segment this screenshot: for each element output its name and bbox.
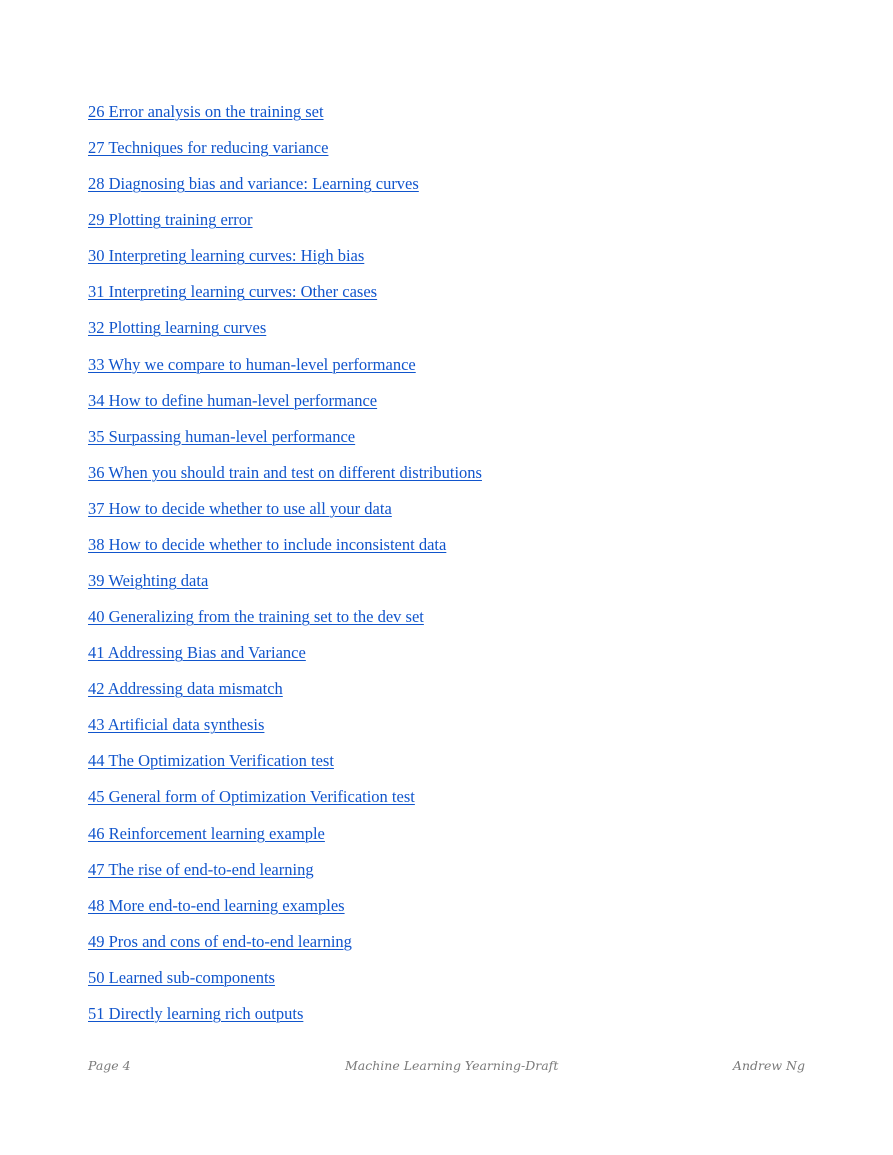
toc-entry xyxy=(88,534,482,570)
toc-entry xyxy=(88,209,482,245)
toc-link[interactable]: 36 When you should train and test on different distributions xyxy=(88,462,482,482)
toc-link[interactable]: 40 Generalizing from the training set to the dev set xyxy=(88,607,424,627)
toc-link[interactable]: 27 Techniques for reducing variance xyxy=(88,138,329,158)
page-footer xyxy=(88,1058,805,1078)
toc-entry xyxy=(88,173,482,209)
toc-link[interactable]: 34 How to define human-level performance xyxy=(88,390,378,410)
toc-link[interactable]: 29 Plotting training error xyxy=(88,210,253,230)
toc-link[interactable]: 32 Plotting learning curves xyxy=(88,318,267,338)
toc-link[interactable]: 39 Weighting data xyxy=(88,571,209,591)
toc-link[interactable]: 46 Reinforcement learning example xyxy=(88,823,325,843)
toc-entry xyxy=(88,498,482,534)
toc-link[interactable]: 43 Artificial data synthesis xyxy=(88,715,265,735)
toc-link[interactable]: 45 General form of Optimization Verification test xyxy=(88,787,415,807)
toc-link[interactable]: 42 Addressing data mismatch xyxy=(88,679,283,699)
toc-entry xyxy=(88,678,482,714)
table-of-contents xyxy=(88,101,482,1039)
toc-link[interactable]: 50 Learned sub-components xyxy=(88,967,275,987)
toc-entry xyxy=(88,642,482,678)
toc-entry xyxy=(88,354,482,390)
toc-entry xyxy=(88,606,482,642)
toc-link[interactable]: 33 Why we compare to human-level performance xyxy=(88,354,416,374)
toc-link[interactable]: 49 Pros and cons of end-to-end learning xyxy=(88,931,352,951)
toc-link[interactable]: 47 The rise of end-to-end learning xyxy=(88,859,314,879)
toc-entry xyxy=(88,101,482,137)
toc-link[interactable]: 31 Interpreting learning curves: Other cases xyxy=(88,282,378,302)
toc-entry xyxy=(88,462,482,498)
toc-entry xyxy=(88,245,482,281)
toc-entry xyxy=(88,317,482,353)
toc-link[interactable]: 30 Interpreting learning curves: High bias xyxy=(88,246,365,266)
toc-entry xyxy=(88,931,482,967)
toc-link[interactable]: 35 Surpassing human-level performance xyxy=(88,426,356,446)
toc-entry xyxy=(88,426,482,462)
toc-link[interactable]: 41 Addressing Bias and Variance xyxy=(88,643,306,663)
toc-entry xyxy=(88,750,482,786)
page-number: Page 4 xyxy=(88,1058,131,1073)
toc-entry xyxy=(88,859,482,895)
toc-entry xyxy=(88,714,482,750)
toc-entry xyxy=(88,570,482,606)
toc-link[interactable]: 38 How to decide whether to include inconsistent data xyxy=(88,534,447,554)
book-title: Machine Learning Yearning-Draft xyxy=(345,1058,559,1073)
toc-link[interactable]: 51 Directly learning rich outputs xyxy=(88,1003,304,1023)
toc-entry xyxy=(88,390,482,426)
toc-link[interactable]: 44 The Optimization Verification test xyxy=(88,751,334,771)
toc-link[interactable]: 26 Error analysis on the training set xyxy=(88,102,324,121)
author-name: Andrew Ng xyxy=(732,1058,805,1073)
toc-link[interactable]: 48 More end-to-end learning examples xyxy=(88,895,345,915)
toc-entry xyxy=(88,823,482,859)
toc-entry xyxy=(88,786,482,822)
toc-link[interactable]: 28 Diagnosing bias and variance: Learning curves xyxy=(88,174,419,194)
toc-link[interactable]: 37 How to decide whether to use all your data xyxy=(88,498,392,518)
toc-entry xyxy=(88,1003,482,1039)
toc-entry xyxy=(88,281,482,317)
toc-entry xyxy=(88,967,482,1003)
toc-entry xyxy=(88,137,482,173)
toc-entry xyxy=(88,895,482,931)
